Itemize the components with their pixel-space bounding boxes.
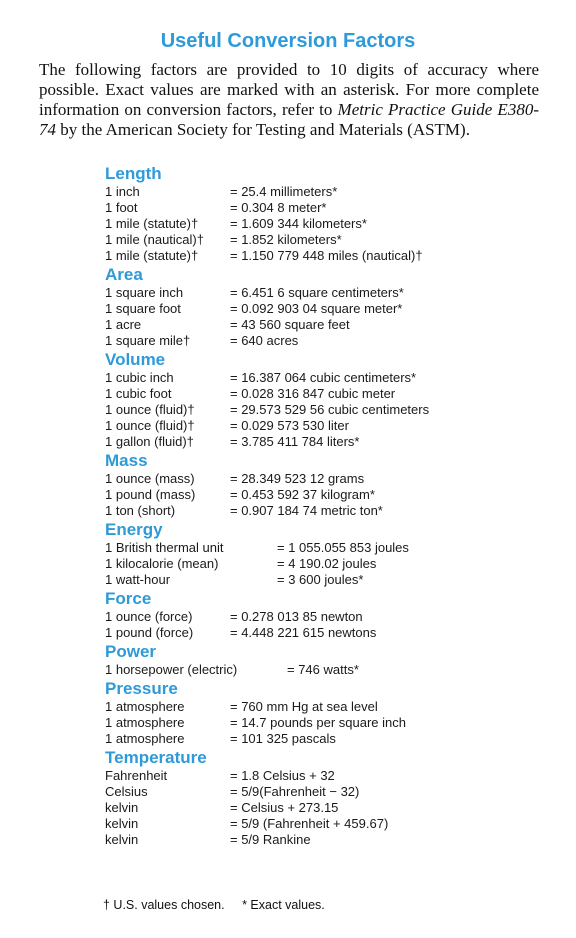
conversion-value: = 4.448 221 615 newtons xyxy=(230,625,377,640)
conversion-row xyxy=(105,487,545,503)
conversion-row xyxy=(105,216,545,232)
conversion-sections xyxy=(105,163,545,848)
conversion-value: = 16.387 064 cubic centimeters* xyxy=(230,370,417,385)
unit-label: 1 pound (force) xyxy=(105,625,194,640)
unit-label: 1 cubic inch xyxy=(105,370,174,385)
conversion-value: = 0.029 573 530 liter xyxy=(230,418,349,433)
intro-text-before: The following factors are provided to 10 digits of accuracy where possible. Exact values are marked with an asterisk. For more complete information on conversion factors, refer to xyxy=(39,60,539,119)
conversion-value: = 746 watts* xyxy=(287,662,359,677)
conversion-value: = 43 560 square feet xyxy=(230,317,350,332)
section-heading: Area xyxy=(105,265,143,284)
unit-label: 1 watt-hour xyxy=(105,572,171,587)
conversion-value: = 14.7 pounds per square inch xyxy=(230,715,406,730)
conversion-row xyxy=(105,572,545,588)
footnote xyxy=(103,898,339,912)
conversion-row xyxy=(105,625,545,641)
conversion-row xyxy=(105,832,545,848)
unit-label: kelvin xyxy=(105,832,139,847)
unit-label: 1 ounce (fluid)† xyxy=(105,402,195,417)
conversion-value: = 25.4 millimeters* xyxy=(230,184,338,199)
unit-label: 1 ton (short) xyxy=(105,503,176,518)
conversion-value: = 0.278 013 85 newton xyxy=(230,609,363,624)
section-heading: Power xyxy=(105,642,157,661)
conversion-row xyxy=(105,662,545,678)
unit-label: 1 atmosphere xyxy=(105,731,185,746)
unit-label: 1 cubic foot xyxy=(105,386,172,401)
conversion-row xyxy=(105,248,545,264)
conversion-row xyxy=(105,609,545,625)
section-length xyxy=(105,163,545,264)
unit-label: 1 inch xyxy=(105,184,140,199)
unit-label: kelvin xyxy=(105,800,139,815)
conversion-row xyxy=(105,200,545,216)
conversion-row xyxy=(105,386,545,402)
conversion-value: = 0.453 592 37 kilogram* xyxy=(230,487,375,502)
conversion-value: = 1.8 Celsius + 32 xyxy=(230,768,335,783)
unit-label: Fahrenheit xyxy=(105,768,168,783)
conversion-value: = 640 acres xyxy=(230,333,299,348)
conversion-value: = 0.907 184 74 metric ton* xyxy=(230,503,383,518)
conversion-row xyxy=(105,556,545,572)
unit-label: 1 kilocalorie (mean) xyxy=(105,556,219,571)
conversion-row xyxy=(105,434,545,450)
conversion-row xyxy=(105,471,545,487)
section-heading: Volume xyxy=(105,350,166,369)
conversion-row xyxy=(105,402,545,418)
section-area xyxy=(105,264,545,349)
conversion-row xyxy=(105,768,545,784)
conversion-value: = 6.451 6 square centimeters* xyxy=(230,285,404,300)
section-mass xyxy=(105,450,545,519)
section-heading: Length xyxy=(105,164,162,183)
unit-label: 1 foot xyxy=(105,200,138,215)
conversion-row xyxy=(105,301,545,317)
unit-label: Celsius xyxy=(105,784,148,799)
conversion-row xyxy=(105,333,545,349)
section-energy xyxy=(105,519,545,588)
conversion-row xyxy=(105,715,545,731)
intro-paragraph xyxy=(39,60,539,140)
conversion-value: = 28.349 523 12 grams xyxy=(230,471,365,486)
conversion-value: = 1 055.055 853 joules xyxy=(277,540,409,555)
conversion-value: = 1.609 344 kilometers* xyxy=(230,216,367,231)
conversion-value: = 4 190.02 joules xyxy=(277,556,377,571)
conversion-value: = 3 600 joules* xyxy=(277,572,364,587)
unit-label: 1 mile (statute)† xyxy=(105,216,199,231)
conversion-value: = 1.150 779 448 miles (nautical)† xyxy=(230,248,423,263)
unit-label: 1 ounce (mass) xyxy=(105,471,195,486)
conversion-value: = 0.028 316 847 cubic meter xyxy=(230,386,396,401)
conversion-row xyxy=(105,418,545,434)
unit-label: 1 mile (nautical)† xyxy=(105,232,204,247)
conversion-value: = 29.573 529 56 cubic centimeters xyxy=(230,402,430,417)
intro-reference: Metric Practice Guide E380-74 xyxy=(39,100,539,139)
section-volume xyxy=(105,349,545,450)
unit-label: 1 atmosphere xyxy=(105,699,185,714)
conversion-value: = 5/9 Rankine xyxy=(230,832,311,847)
unit-label: 1 British thermal unit xyxy=(105,540,224,555)
section-pressure xyxy=(105,678,545,747)
conversion-row xyxy=(105,699,545,715)
conversion-row xyxy=(105,184,545,200)
conversion-value: = 0.092 903 04 square meter* xyxy=(230,301,403,316)
footnote-exact-values: * Exact values. xyxy=(242,898,325,912)
section-heading: Energy xyxy=(105,520,163,539)
unit-label: 1 pound (mass) xyxy=(105,487,196,502)
unit-label: kelvin xyxy=(105,816,139,831)
conversion-row xyxy=(105,816,545,832)
conversion-row xyxy=(105,731,545,747)
conversion-row xyxy=(105,232,545,248)
section-heading: Temperature xyxy=(105,748,207,767)
section-temperature xyxy=(105,747,545,848)
unit-label: 1 square inch xyxy=(105,285,184,300)
conversion-row xyxy=(105,784,545,800)
section-heading: Pressure xyxy=(105,679,178,698)
unit-label: 1 atmosphere xyxy=(105,715,185,730)
conversion-value: = 1.852 kilometers* xyxy=(230,232,342,247)
conversion-row xyxy=(105,370,545,386)
conversion-row xyxy=(105,285,545,301)
unit-label: 1 square foot xyxy=(105,301,181,316)
unit-label: 1 square mile† xyxy=(105,333,191,348)
section-heading: Force xyxy=(105,589,152,608)
footnote-us-values: † U.S. values chosen. xyxy=(103,898,225,912)
section-power xyxy=(105,641,545,678)
conversion-value: = 101 325 pascals xyxy=(230,731,336,746)
conversion-value: = 5/9 (Fahrenheit + 459.67) xyxy=(230,816,389,831)
conversion-value: = 0.304 8 meter* xyxy=(230,200,327,215)
section-heading: Mass xyxy=(105,451,148,470)
unit-label: 1 ounce (force) xyxy=(105,609,193,624)
conversion-row xyxy=(105,540,545,556)
conversion-row xyxy=(105,800,545,816)
conversion-value: = 5/9(Fahrenheit − 32) xyxy=(230,784,360,799)
section-force xyxy=(105,588,545,641)
unit-label: 1 gallon (fluid)† xyxy=(105,434,194,449)
conversion-value: = Celsius + 273.15 xyxy=(230,800,339,815)
page-title: Useful Conversion Factors xyxy=(160,30,416,52)
conversion-value: = 760 mm Hg at sea level xyxy=(230,699,378,714)
unit-label: 1 acre xyxy=(105,317,142,332)
unit-label: 1 mile (statute)† xyxy=(105,248,199,263)
conversion-row xyxy=(105,503,545,519)
unit-label: 1 horsepower (electric) xyxy=(105,662,238,677)
conversion-row xyxy=(105,317,545,333)
conversion-value: = 3.785 411 784 liters* xyxy=(230,434,360,449)
intro-text-after: by the American Society for Testing and Materials (ASTM). xyxy=(56,120,470,139)
unit-label: 1 ounce (fluid)† xyxy=(105,418,195,433)
